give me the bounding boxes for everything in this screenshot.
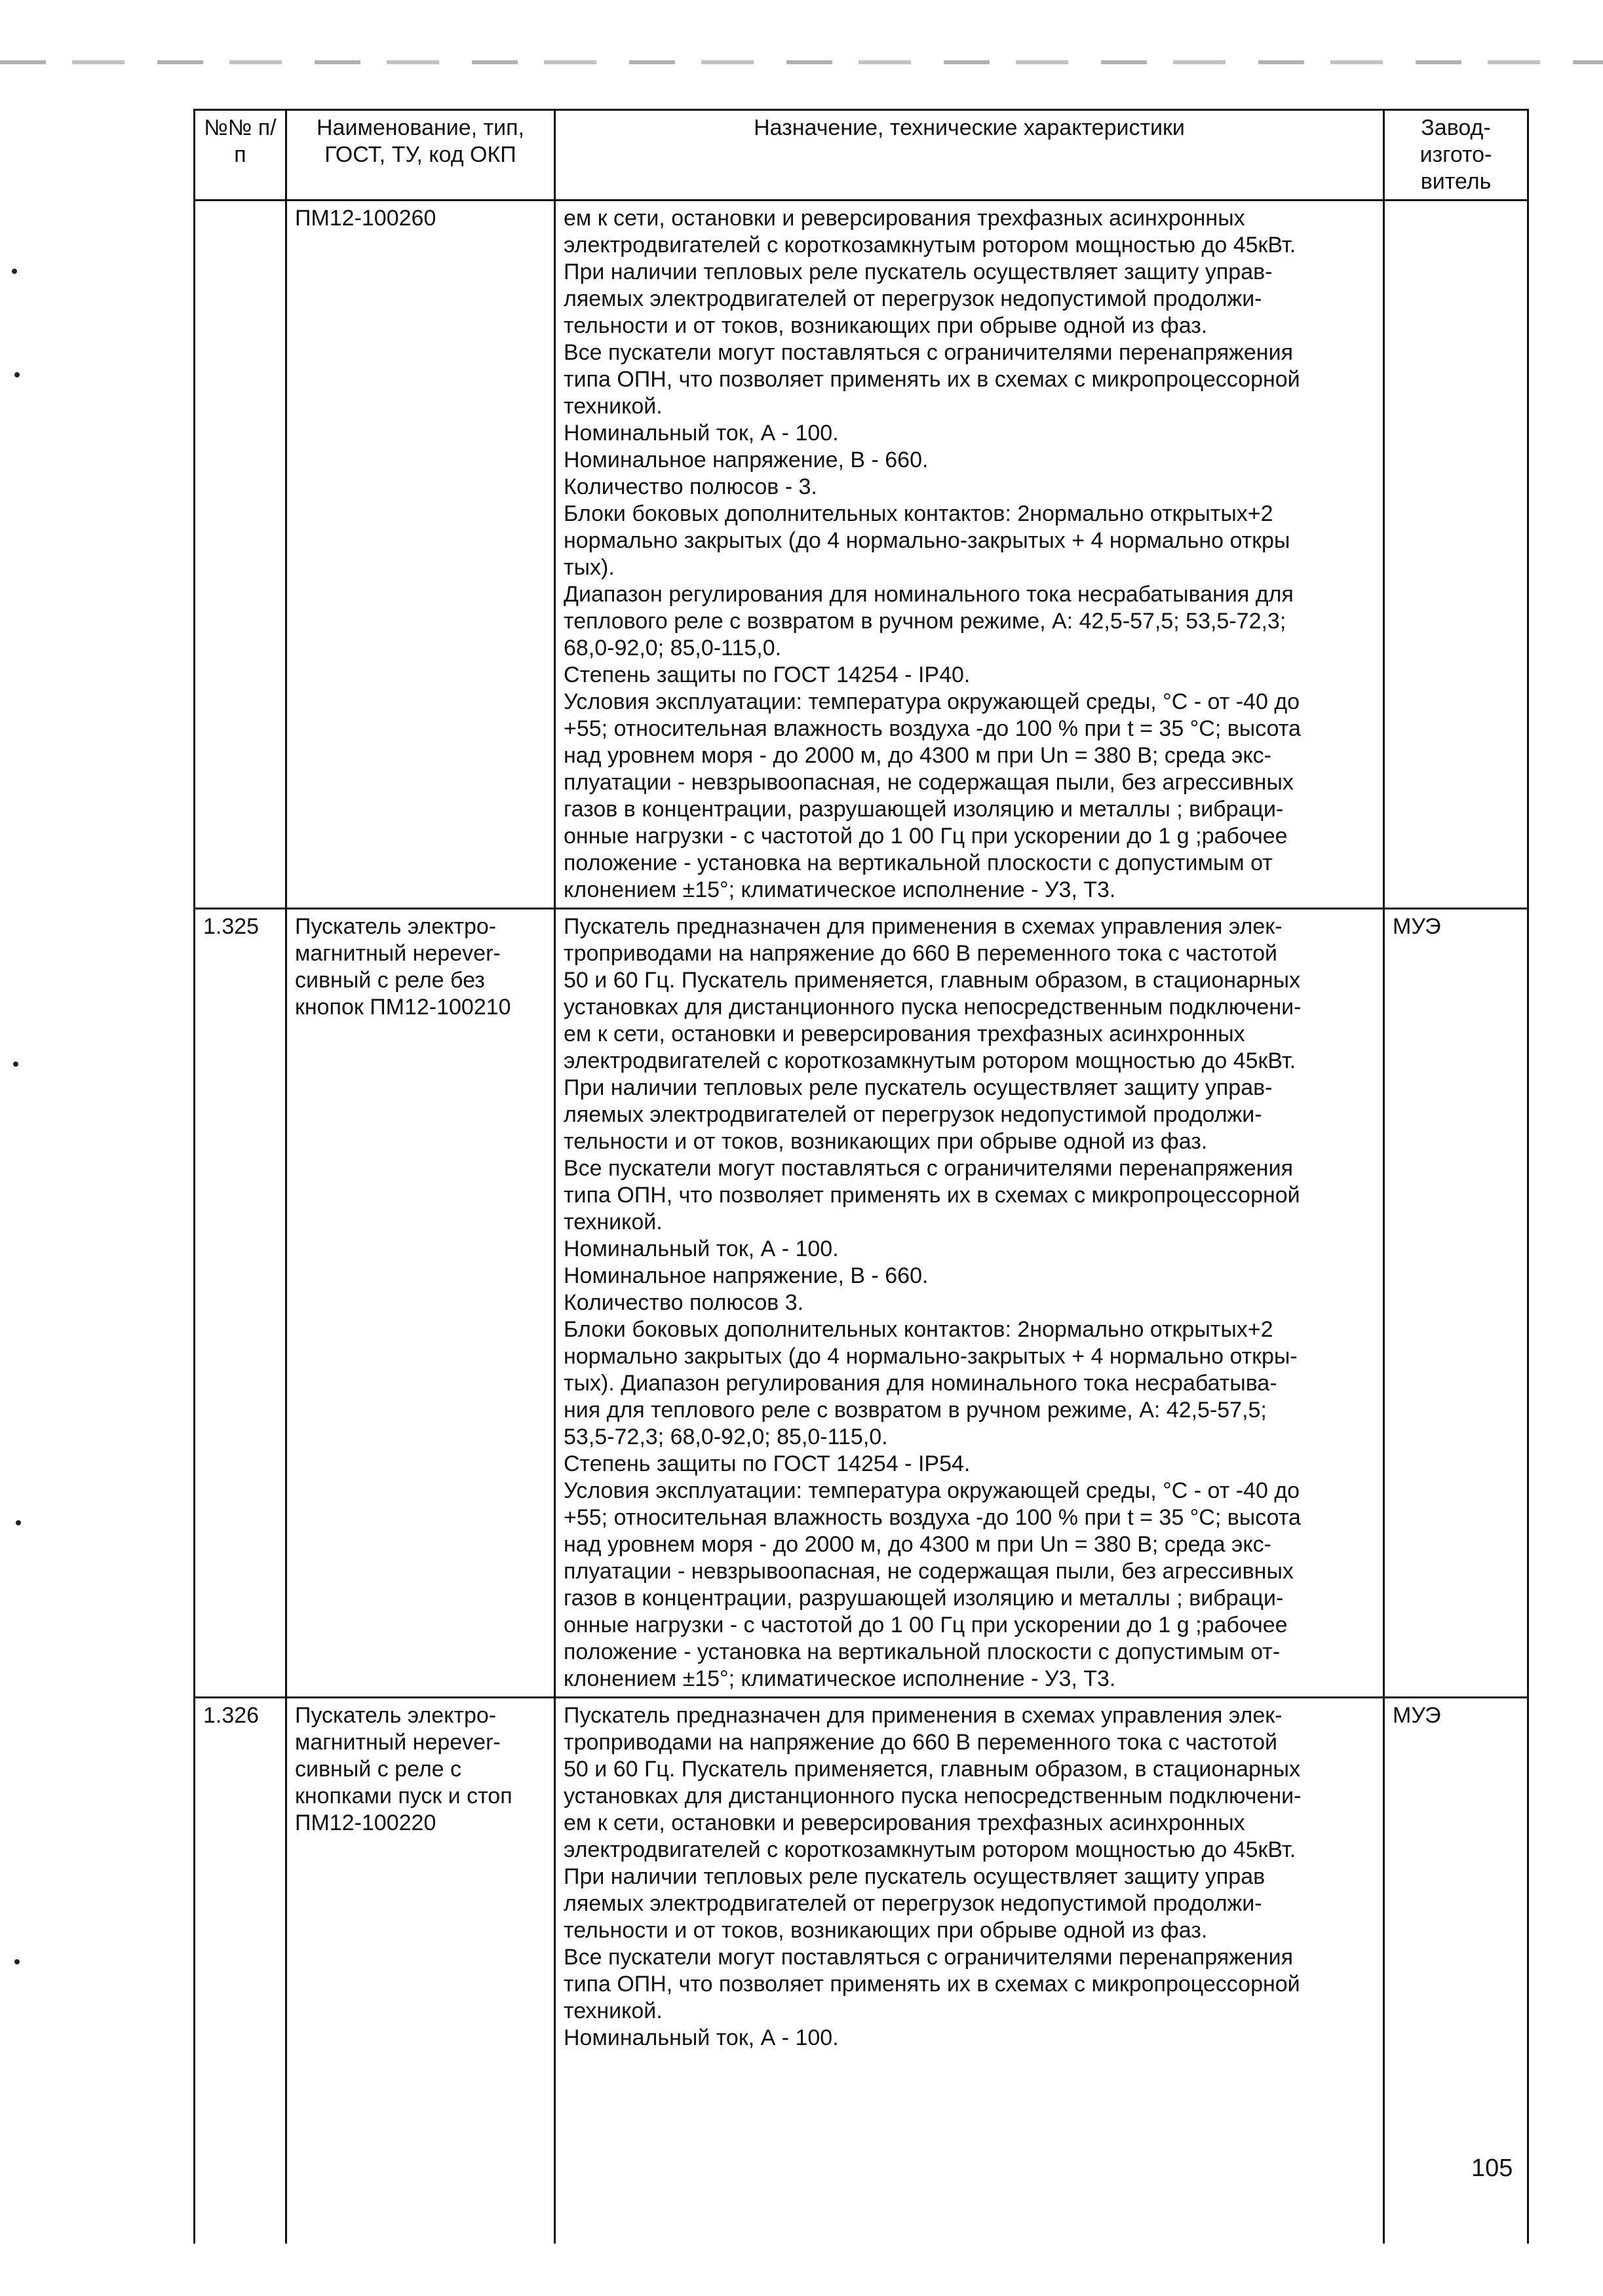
- row-description: [555, 909, 1384, 1698]
- page-number: 105: [1471, 2154, 1513, 2182]
- description-line: онные нагрузки - с частотой до 1 00 Гц при ускорении до 1 g ;рабочее: [564, 1613, 1288, 1637]
- table-body: [195, 201, 1528, 2244]
- description-line: газов в концентрации, разрушающей изоляцию и металлы ; вибраци-: [564, 797, 1284, 822]
- description-line: типа ОПН, что позволяет применять их в схемах с микропроцессорной: [564, 1972, 1300, 1997]
- description-line: типа ОПН, что позволяет применять их в схемах с микропроцессорной: [564, 367, 1300, 392]
- description-line: Условия эксплуатации: температура окружающей среды, °С - от -40 до: [564, 689, 1300, 714]
- description-line: Номинальное напряжение, В - 660.: [564, 1263, 929, 1288]
- description-line: При наличии тепловых реле пускатель осуществляет защиту управ-: [564, 1075, 1273, 1100]
- description-line: Диапазон регулирования для номинального тока несрабатывания для: [564, 582, 1294, 607]
- description-line: теплового реле с возвратом в ручном режиме, А: 42,5-57,5; 53,5-72,3;: [564, 609, 1286, 634]
- description-line: типа ОПН, что позволяет применять их в схемах с микропроцессорной: [564, 1183, 1300, 1208]
- description-line: ем к сети, остановки и реверсирования трехфазных асинхронных: [564, 206, 1245, 231]
- row-manufacturer: МУЭ: [1384, 909, 1528, 1698]
- description-line: плуатации - невзрывоопасная, не содержащая пыли, без агрессивных: [564, 1559, 1294, 1584]
- description-line: Степень защиты по ГОСТ 14254 - IP40.: [564, 662, 971, 687]
- description-line: установках для дистанционного пуска непосредственным подключени-: [564, 995, 1302, 1020]
- description-line: техникой.: [564, 394, 663, 419]
- description-line: Условия эксплуатации: температура окружающей среды, °С - от -40 до: [564, 1478, 1300, 1503]
- description-line: Номинальный ток, А - 100.: [564, 421, 839, 446]
- table-row: [195, 909, 1528, 1698]
- description-line: Номинальный ток, А - 100.: [564, 1236, 839, 1261]
- description-line: тельности и от токов, возникающих при обрыве одной из фаз.: [564, 313, 1208, 338]
- header-manufacturer: Завод- изгото- витель: [1384, 110, 1528, 201]
- row-name: Пускатель электро- магнитный нерever- сивный с реле без кнопок ПМ12-100210: [286, 909, 555, 1698]
- table-row: [195, 201, 1528, 909]
- description-line: +55; относительная влажность воздуха -до 100 % при t = 35 °С; высота: [564, 716, 1301, 741]
- description-line: тельности и от токов, возникающих при обрыве одной из фаз.: [564, 1918, 1208, 1943]
- scan-speck: [12, 269, 17, 274]
- description-line: 50 и 60 Гц. Пускатель применяется, главным образом, в стационарных: [564, 1757, 1301, 1782]
- description-line: электродвигателей с короткозамкнутым ротором мощностью до 45кВт.: [564, 1837, 1296, 1862]
- description-line: Количество полюсов - 3.: [564, 474, 817, 499]
- description-line: +55; относительная влажность воздуха -до 100 % при t = 35 °С; высота: [564, 1505, 1301, 1530]
- row-manufacturer: МУЭ: [1384, 1698, 1528, 2244]
- description-line: плуатации - невзрывоопасная, не содержащая пыли, без агрессивных: [564, 770, 1294, 795]
- description-line: Все пускатели могут поставляться с ограничителями перенапряжения: [564, 1156, 1293, 1181]
- description-line: троприводами на напряжение до 660 В переменного тока с частотой: [564, 941, 1278, 966]
- description-line: ем к сети, остановки и реверсирования трехфазных асинхронных: [564, 1810, 1245, 1835]
- row-number: 1.326: [195, 1698, 286, 2244]
- row-number: 1.325: [195, 909, 286, 1698]
- scan-speck: [16, 1520, 21, 1525]
- description-line: нормально закрытых (до 4 нормально-закрытых + 4 нормально откры-: [564, 1344, 1298, 1369]
- description-line: положение - установка на вертикальной плоскости с допустимым от: [564, 851, 1273, 875]
- scan-speck: [14, 372, 20, 377]
- description-line: Все пускатели могут поставляться с ограничителями перенапряжения: [564, 340, 1293, 365]
- description-line: ния для теплового реле с возвратом в ручном режиме, А: 42,5-57,5;: [564, 1398, 1267, 1423]
- scan-artifact-line: [0, 60, 1603, 64]
- row-name: ПМ12-100260: [286, 201, 555, 909]
- description-line: нормально закрытых (до 4 нормально-закрытых + 4 нормально откры: [564, 528, 1290, 553]
- header-description: Назначение, технические характеристики: [555, 110, 1384, 201]
- product-table: [193, 109, 1529, 2244]
- description-line: Количество полюсов 3.: [564, 1290, 804, 1315]
- description-line: тельности и от токов, возникающих при обрыве одной из фаз.: [564, 1129, 1208, 1154]
- description-line: 53,5-72,3; 68,0-92,0; 85,0-115,0.: [564, 1425, 888, 1449]
- description-line: техникой.: [564, 1210, 663, 1234]
- description-line: Номинальное напряжение, В - 660.: [564, 448, 929, 472]
- description-line: тых). Диапазон регулирования для номинального тока несрабатыва-: [564, 1371, 1277, 1396]
- description-line: троприводами на напряжение до 660 В переменного тока с частотой: [564, 1730, 1278, 1755]
- description-line: установках для дистанционного пуска непосредственным подключени-: [564, 1784, 1302, 1808]
- description-line: Пускатель предназначен для применения в схемах управления элек-: [564, 1703, 1283, 1728]
- description-line: над уровнем моря - до 2000 м, до 4300 м при Un = 380 В; среда экс-: [564, 1532, 1271, 1557]
- description-line: Номинальный ток, А - 100.: [564, 2025, 839, 2050]
- description-line: клонением ±15°; климатическое исполнение - У3, Т3.: [564, 1666, 1116, 1691]
- description-line: Пускатель предназначен для применения в схемах управления элек-: [564, 914, 1283, 939]
- row-description: [555, 1698, 1384, 2244]
- description-line: онные нагрузки - с частотой до 1 00 Гц при ускорении до 1 g ;рабочее: [564, 824, 1288, 849]
- description-line: ляемых электродвигателей от перегрузок недопустимой продолжи-: [564, 1891, 1262, 1916]
- description-line: Блоки боковых дополнительных контактов: 2нормально открытых+2: [564, 501, 1273, 526]
- description-line: техникой.: [564, 1999, 663, 2023]
- description-line: клонением ±15°; климатическое исполнение - У3, Т3.: [564, 877, 1116, 902]
- header-number: №№ п/п: [195, 110, 286, 201]
- description-line: электродвигателей с короткозамкнутым ротором мощностью до 45кВт.: [564, 233, 1296, 258]
- description-line: Все пускатели могут поставляться с ограничителями перенапряжения: [564, 1945, 1293, 1970]
- header-name: Наименование, тип, ГОСТ, ТУ, код ОКП: [286, 110, 555, 201]
- description-line: Блоки боковых дополнительных контактов: 2нормально открытых+2: [564, 1317, 1273, 1342]
- description-line: Степень защиты по ГОСТ 14254 - IP54.: [564, 1451, 971, 1476]
- scan-speck: [14, 1959, 20, 1964]
- description-line: При наличии тепловых реле пускатель осуществляет защиту управ-: [564, 259, 1273, 284]
- description-line: ем к сети, остановки и реверсирования трехфазных асинхронных: [564, 1022, 1245, 1046]
- scan-speck: [13, 1062, 18, 1067]
- description-line: ляемых электродвигателей от перегрузок недопустимой продолжи-: [564, 1102, 1262, 1127]
- table-header-row: [195, 110, 1528, 201]
- row-number: [195, 201, 286, 909]
- description-line: ляемых электродвигателей от перегрузок недопустимой продолжи-: [564, 286, 1262, 311]
- description-line: 50 и 60 Гц. Пускатель применяется, главным образом, в стационарных: [564, 968, 1301, 993]
- description-line: газов в концентрации, разрушающей изоляцию и металлы ; вибраци-: [564, 1586, 1284, 1611]
- description-line: электродвигателей с короткозамкнутым ротором мощностью до 45кВт.: [564, 1048, 1296, 1073]
- row-description: [555, 201, 1384, 909]
- description-line: положение - установка на вертикальной плоскости с допустимым от-: [564, 1639, 1281, 1664]
- row-manufacturer: [1384, 201, 1528, 909]
- description-line: 68,0-92,0; 85,0-115,0.: [564, 636, 782, 660]
- table-row: [195, 1698, 1528, 2244]
- description-line: над уровнем моря - до 2000 м, до 4300 м при Un = 380 В; среда экс-: [564, 743, 1271, 768]
- description-line: При наличии тепловых реле пускатель осуществляет защиту управ: [564, 1864, 1265, 1889]
- row-name: Пускатель электро- магнитный нерever- сивный с реле с кнопками пуск и стоп ПМ12-100220: [286, 1698, 555, 2244]
- description-line: тых).: [564, 555, 615, 580]
